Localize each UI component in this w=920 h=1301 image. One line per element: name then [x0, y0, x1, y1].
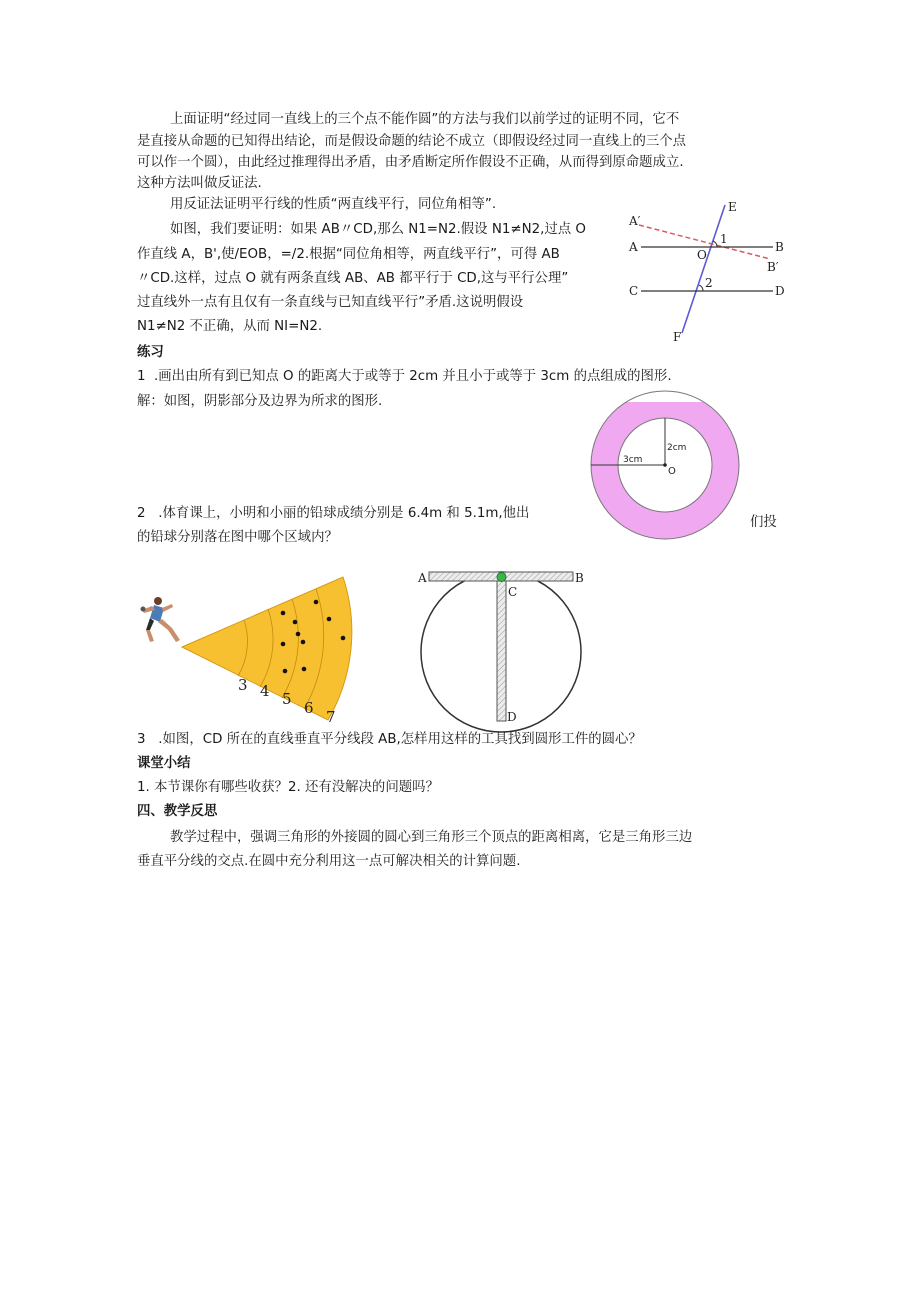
label-2: 2 — [705, 276, 713, 290]
athlete-figure — [141, 597, 181, 642]
proof-line-1: 如图，我们要证明：如果 AB〃CD,那么 N1=N2.假设 N1≠N2,过点 O — [170, 222, 586, 237]
label-1: 1 — [720, 232, 728, 246]
question-1: 1 .画出由所有到已知点 O 的距离大于或等于 2cm 并且小于或等于 3cm 的点组成的图形. — [137, 369, 672, 384]
label-E: E — [728, 200, 737, 214]
label-A-prime: A′ — [629, 214, 641, 228]
distance-label-6: 6 — [304, 699, 314, 717]
intro-line-4: 这种方法叫做反证法. — [137, 176, 262, 191]
label-C: C — [508, 585, 518, 599]
label-2cm: 2cm — [667, 443, 687, 453]
distance-label-7: 7 — [326, 708, 336, 726]
angle-2-arc — [699, 285, 703, 291]
landing-dot — [283, 669, 288, 674]
question-3: 3 .如图，CD 所在的直线垂直平分线段 AB,怎样用这样的工具找到圆形工件的圆心？ — [137, 732, 642, 747]
proof-line-5: N1≠N2 不正确，从而 NI=N2. — [137, 319, 323, 334]
summary-line: 1. 本节课你有哪些收获？2. 还有没解决的问题吗？ — [137, 780, 439, 795]
label-O: O — [697, 248, 707, 262]
label-D: D — [775, 284, 785, 298]
landing-dot — [301, 640, 306, 645]
proof-line-4: 过直线外一点有且仅有一条直线与已知直线平行”矛盾.这说明假设 — [137, 295, 524, 310]
label-D: D — [507, 710, 517, 724]
question-2-suffix: 们投 — [750, 515, 777, 530]
intro-line-3: 可以作一个圆），由此经过推理得出矛盾，由矛盾断定所作假设不正确，从而得到原命题成立. — [137, 155, 684, 170]
intro-line-2: 是直接从命题的已知得出结论，而是假设命题的结论不成立（即假设经过同一直线上的三个点 — [137, 134, 687, 149]
label-B: B — [775, 240, 784, 254]
label-A: A — [629, 240, 638, 254]
intro-line-1: 上面证明“经过同一直线上的三个点不能作圆”的方法与我们以前学过的证明不同，它不 — [170, 112, 680, 127]
distance-label-4: 4 — [260, 682, 270, 700]
question-2-line-1: 2 .体育课上，小明和小丽的铅球成绩分别是 6.4m 和 5.1m,他出 — [137, 506, 530, 521]
answer-1: 解：如图，阴影部分及边界为所求的图形. — [137, 394, 383, 409]
label-C: C — [629, 284, 639, 298]
distance-label-5: 5 — [282, 690, 292, 708]
landing-dot — [296, 632, 301, 637]
label-B: B — [575, 571, 584, 585]
landing-dot — [293, 620, 298, 625]
landing-dot — [327, 617, 332, 622]
parallel-lines-figure — [625, 195, 800, 345]
center-point — [663, 463, 667, 467]
landing-dot — [281, 611, 286, 616]
ring-figure — [590, 402, 740, 552]
tool-stem-CD — [497, 581, 506, 721]
distance-label-3: 3 — [238, 676, 248, 694]
proof-line-3: 〃CD.这样，过点 O 就有两条直线 AB、AB 都平行于 CD,这与平行公理” — [137, 271, 569, 286]
point-C-marker — [497, 573, 506, 582]
reflection-line-2: 垂直平分线的交点.在圆中充分利用这一点可解决相关的计算问题. — [137, 854, 521, 869]
landing-dot — [341, 636, 346, 641]
shotput-figure — [138, 570, 363, 725]
label-F: F — [673, 330, 682, 344]
landing-dot — [281, 642, 286, 647]
label-3cm: 3cm — [623, 455, 643, 465]
label-B-prime: B′ — [767, 260, 779, 274]
reflection-line-1: 教学过程中，强调三角形的外接圆的圆心到三角形三个顶点的距离相离，它是三角形三边 — [170, 830, 693, 845]
tool-circle-figure — [415, 550, 595, 725]
label-O: O — [668, 466, 676, 477]
summary-title: 课堂小结 — [137, 756, 191, 771]
exercise-title: 练习 — [137, 345, 164, 360]
proof-title-line: 用反证法证明平行线的性质“两直线平行，同位角相等”. — [170, 197, 497, 212]
transversal-EF — [682, 205, 725, 333]
landing-dot — [314, 600, 319, 605]
proof-line-2: 作直线 A，B',使/EOB，=/2.根据“同位角相等，两直线平行”，可得 AB — [137, 247, 560, 262]
landing-dot — [302, 667, 307, 672]
question-2-line-2: 的铅球分别落在图中哪个区域内？ — [137, 530, 338, 545]
label-A: A — [418, 571, 427, 585]
reflection-title: 四、教学反思 — [137, 804, 218, 819]
